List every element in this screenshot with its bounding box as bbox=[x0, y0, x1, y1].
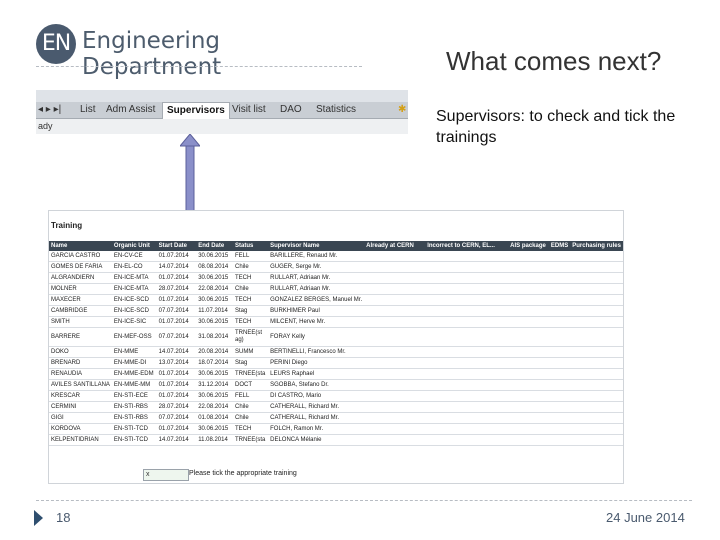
table-cell[interactable] bbox=[570, 306, 623, 317]
table-cell[interactable]: KRESCAR bbox=[49, 391, 112, 402]
table-cell[interactable] bbox=[425, 435, 508, 446]
table-cell[interactable]: CATHERALL, Richard Mr. bbox=[268, 413, 364, 424]
table-row bbox=[49, 369, 623, 380]
table-cell[interactable]: 30.06.2015 bbox=[196, 369, 233, 380]
table-cell[interactable] bbox=[508, 424, 549, 435]
table-cell[interactable] bbox=[570, 424, 623, 435]
tab-supervisors[interactable]: Supervisors bbox=[162, 102, 230, 120]
slide-marker-icon bbox=[34, 510, 43, 526]
table-cell[interactable] bbox=[508, 273, 549, 284]
table-cell[interactable] bbox=[364, 273, 425, 284]
table-cell[interactable] bbox=[549, 317, 570, 328]
table-cell[interactable]: EN-STI-TCD bbox=[112, 424, 157, 435]
table-cell[interactable]: TRNEE(sta bbox=[233, 435, 268, 446]
tick-input-cell[interactable]: x bbox=[143, 469, 189, 481]
table-cell[interactable]: GIGI bbox=[49, 413, 112, 424]
table-cell[interactable] bbox=[549, 424, 570, 435]
table-cell[interactable]: DI CASTRO, Mario bbox=[268, 391, 364, 402]
column-header[interactable]: Start Date bbox=[157, 241, 197, 251]
table-cell[interactable] bbox=[570, 328, 623, 347]
table-cell[interactable]: TECH bbox=[233, 424, 268, 435]
column-header[interactable]: Status bbox=[233, 241, 268, 251]
table-cell[interactable]: 30.06.2015 bbox=[196, 317, 233, 328]
tab-adm-assist[interactable]: Adm Assist bbox=[106, 104, 156, 115]
column-header[interactable]: Already at CERN bbox=[364, 241, 425, 251]
table-cell[interactable]: GARCIA CASTRO bbox=[49, 251, 112, 262]
table-cell[interactable] bbox=[425, 317, 508, 328]
table-cell[interactable]: EN-MME-DI bbox=[112, 358, 157, 369]
table-row bbox=[49, 273, 623, 284]
table-cell[interactable] bbox=[364, 391, 425, 402]
table-cell[interactable]: 30.06.2015 bbox=[196, 424, 233, 435]
table-cell[interactable] bbox=[425, 273, 508, 284]
slide-body-text: Supervisors: to check and tick the trainings bbox=[436, 108, 676, 146]
table-cell[interactable]: 01.07.2014 bbox=[157, 273, 197, 284]
tab-dao[interactable]: DAO bbox=[280, 104, 302, 115]
table-row bbox=[49, 284, 623, 295]
table-cell[interactable]: BARILLERE, Renaud Mr. bbox=[268, 251, 364, 262]
table-cell[interactable]: BARRERE bbox=[49, 328, 112, 347]
table-cell[interactable]: 31.08.2014 bbox=[196, 328, 233, 347]
slide-date: 24 June 2014 bbox=[606, 510, 685, 525]
table-cell[interactable] bbox=[508, 251, 549, 262]
table-cell[interactable]: 13.07.2014 bbox=[157, 358, 197, 369]
table-cell[interactable] bbox=[570, 358, 623, 369]
table-cell[interactable]: 30.06.2015 bbox=[196, 295, 233, 306]
table-cell[interactable]: Stag bbox=[233, 306, 268, 317]
table-cell[interactable]: 01.07.2014 bbox=[157, 295, 197, 306]
table-cell[interactable]: Chile bbox=[233, 262, 268, 273]
table-row bbox=[49, 424, 623, 435]
table-cell[interactable]: Chile bbox=[233, 284, 268, 295]
table-cell[interactable] bbox=[570, 347, 623, 358]
table-cell[interactable] bbox=[508, 358, 549, 369]
column-header[interactable]: Name bbox=[49, 241, 112, 251]
table-cell[interactable]: 22.08.2014 bbox=[196, 402, 233, 413]
table-cell[interactable]: KORDOVA bbox=[49, 424, 112, 435]
table-cell[interactable]: SGOBBA, Stefano Dr. bbox=[268, 380, 364, 391]
table-cell[interactable]: 14.07.2014 bbox=[157, 347, 197, 358]
table-row bbox=[49, 262, 623, 273]
table-cell[interactable] bbox=[549, 295, 570, 306]
table-row bbox=[49, 391, 623, 402]
table-cell[interactable] bbox=[508, 413, 549, 424]
table-cell[interactable] bbox=[425, 284, 508, 295]
table-cell[interactable] bbox=[508, 402, 549, 413]
table-cell[interactable] bbox=[364, 306, 425, 317]
table-row bbox=[49, 435, 623, 446]
table-cell[interactable]: RULLART, Adriaan Mr. bbox=[268, 284, 364, 295]
table-cell[interactable]: GOMES DE FARIA bbox=[49, 262, 112, 273]
table-cell[interactable] bbox=[364, 380, 425, 391]
table-cell[interactable] bbox=[364, 402, 425, 413]
table-row bbox=[49, 295, 623, 306]
table-cell[interactable] bbox=[549, 347, 570, 358]
table-cell[interactable] bbox=[364, 262, 425, 273]
table-cell[interactable]: DOCT bbox=[233, 380, 268, 391]
table-cell[interactable] bbox=[425, 251, 508, 262]
table-cell[interactable] bbox=[364, 347, 425, 358]
table-cell[interactable] bbox=[364, 295, 425, 306]
table-cell[interactable]: GONZALEZ BERGES, Manuel Mr. bbox=[268, 295, 364, 306]
table-cell[interactable] bbox=[364, 251, 425, 262]
table-cell[interactable]: EN-STI-RBS bbox=[112, 402, 157, 413]
table-cell[interactable]: Chile bbox=[233, 402, 268, 413]
status-bar-text: ady bbox=[36, 119, 408, 134]
column-header[interactable]: Supervisor Name bbox=[268, 241, 364, 251]
table-cell[interactable] bbox=[425, 424, 508, 435]
table-cell[interactable]: 01.07.2014 bbox=[157, 380, 197, 391]
table-cell[interactable]: 30.06.2015 bbox=[196, 251, 233, 262]
table-cell[interactable] bbox=[508, 391, 549, 402]
spreadsheet-tab-bar bbox=[36, 90, 408, 134]
table-row bbox=[49, 328, 623, 347]
table-cell[interactable]: EN-CV-CE bbox=[112, 251, 157, 262]
table-cell[interactable]: KELPENTIDRIAN bbox=[49, 435, 112, 446]
table-cell[interactable]: TECH bbox=[233, 295, 268, 306]
table-cell[interactable]: BERTINELLI, Francesco Mr. bbox=[268, 347, 364, 358]
table-cell[interactable] bbox=[570, 369, 623, 380]
table-cell[interactable] bbox=[508, 295, 549, 306]
table-cell[interactable]: EN-STI-ECE bbox=[112, 391, 157, 402]
table-cell[interactable]: SMITH bbox=[49, 317, 112, 328]
table-cell[interactable]: EN-ICE-SIC bbox=[112, 317, 157, 328]
table-cell[interactable]: 07.07.2014 bbox=[157, 328, 197, 347]
table-cell[interactable]: PERINI Diego bbox=[268, 358, 364, 369]
table-row bbox=[49, 402, 623, 413]
table-cell[interactable]: Stag bbox=[233, 358, 268, 369]
table-cell[interactable]: 30.06.2015 bbox=[196, 273, 233, 284]
table-cell[interactable] bbox=[570, 391, 623, 402]
table-cell[interactable] bbox=[425, 391, 508, 402]
tab-visit-list[interactable]: Visit list bbox=[232, 104, 266, 115]
tab-statistics[interactable]: Statistics bbox=[316, 104, 357, 115]
new-sheet-icon[interactable]: ✱ bbox=[398, 104, 407, 115]
table-cell[interactable]: TECH bbox=[233, 273, 268, 284]
table-row bbox=[49, 347, 623, 358]
table-cell[interactable] bbox=[570, 380, 623, 391]
table-cell[interactable] bbox=[425, 369, 508, 380]
table-cell[interactable] bbox=[570, 262, 623, 273]
table-cell[interactable]: AVILES SANTILLANA bbox=[49, 380, 112, 391]
table-cell[interactable]: EN-ICE-MTA bbox=[112, 284, 157, 295]
table-cell[interactable]: MOLNER bbox=[49, 284, 112, 295]
table-cell[interactable] bbox=[425, 413, 508, 424]
table-cell[interactable]: MAXECER bbox=[49, 295, 112, 306]
pointer-arrow-icon bbox=[180, 134, 200, 214]
table-cell[interactable]: CAMBRIDGE bbox=[49, 306, 112, 317]
table-cell[interactable]: EN-ICE-SCD bbox=[112, 306, 157, 317]
table-cell[interactable]: EN-STI-RBS bbox=[112, 413, 157, 424]
table-cell[interactable] bbox=[508, 284, 549, 295]
table-cell[interactable] bbox=[508, 317, 549, 328]
table-cell[interactable] bbox=[549, 251, 570, 262]
table-body bbox=[49, 251, 623, 446]
table-cell[interactable] bbox=[508, 369, 549, 380]
table-cell[interactable]: GUGER, Serge Mr. bbox=[268, 262, 364, 273]
table-cell[interactable] bbox=[570, 317, 623, 328]
table-cell[interactable]: FOLCH, Ramon Mr. bbox=[268, 424, 364, 435]
table-cell[interactable] bbox=[570, 295, 623, 306]
table-row bbox=[49, 413, 623, 424]
table-cell[interactable] bbox=[425, 358, 508, 369]
table-cell[interactable]: 28.07.2014 bbox=[157, 402, 197, 413]
table-row bbox=[49, 358, 623, 369]
training-table bbox=[49, 241, 623, 446]
table-cell[interactable] bbox=[570, 251, 623, 262]
table-cell[interactable] bbox=[549, 284, 570, 295]
table-cell[interactable] bbox=[425, 347, 508, 358]
table-cell[interactable]: 11.08.2014 bbox=[196, 435, 233, 446]
table-cell[interactable]: 30.06.2015 bbox=[196, 391, 233, 402]
table-cell[interactable] bbox=[508, 347, 549, 358]
table-cell[interactable] bbox=[549, 358, 570, 369]
table-cell[interactable]: EN-STI-TCD bbox=[112, 435, 157, 446]
column-header[interactable]: End Date bbox=[196, 241, 233, 251]
table-cell[interactable]: BRENARD bbox=[49, 358, 112, 369]
table-cell[interactable] bbox=[549, 273, 570, 284]
column-header[interactable]: Organic Unit bbox=[112, 241, 157, 251]
table-cell[interactable] bbox=[364, 424, 425, 435]
column-header[interactable]: EDMS bbox=[550, 243, 569, 249]
table-cell[interactable]: Chile bbox=[233, 413, 268, 424]
table-cell[interactable]: EN-MME-EDM bbox=[112, 369, 157, 380]
table-cell[interactable] bbox=[570, 435, 623, 446]
table-cell[interactable]: 01.08.2014 bbox=[196, 413, 233, 424]
table-cell[interactable]: EN-MME-MM bbox=[112, 380, 157, 391]
table-cell[interactable]: EN-MEF-OSS bbox=[112, 328, 157, 347]
table-cell[interactable]: FELL bbox=[233, 251, 268, 262]
table-cell[interactable] bbox=[425, 328, 508, 347]
table-cell[interactable] bbox=[425, 295, 508, 306]
table-row bbox=[49, 306, 623, 317]
table-header-row bbox=[49, 241, 623, 251]
table-cell[interactable]: 01.07.2014 bbox=[157, 251, 197, 262]
table-cell[interactable] bbox=[570, 273, 623, 284]
column-header[interactable]: AIS package bbox=[508, 241, 549, 251]
footer-divider bbox=[36, 500, 692, 501]
table-row bbox=[49, 317, 623, 328]
table-cell[interactable]: 20.08.2014 bbox=[196, 347, 233, 358]
table-cell[interactable]: TRNEE(sta bbox=[233, 369, 268, 380]
table-cell[interactable] bbox=[549, 262, 570, 273]
table-cell[interactable] bbox=[549, 369, 570, 380]
table-cell[interactable] bbox=[364, 284, 425, 295]
table-cell[interactable]: 31.12.2014 bbox=[196, 380, 233, 391]
table-cell[interactable]: MILCENT, Herve Mr. bbox=[268, 317, 364, 328]
table-cell[interactable]: 07.07.2014 bbox=[157, 413, 197, 424]
table-cell[interactable]: LEURS Raphael bbox=[268, 369, 364, 380]
table-cell[interactable] bbox=[549, 413, 570, 424]
table-cell[interactable] bbox=[570, 402, 623, 413]
table-cell[interactable]: TECH bbox=[233, 317, 268, 328]
table-cell[interactable]: 22.08.2014 bbox=[196, 284, 233, 295]
department-logo bbox=[36, 22, 366, 80]
table-cell[interactable]: 11.07.2014 bbox=[196, 306, 233, 317]
table-cell[interactable] bbox=[549, 402, 570, 413]
table-cell[interactable] bbox=[570, 413, 623, 424]
table-cell[interactable]: RULLART, Adriaan Mr. bbox=[268, 273, 364, 284]
table-cell[interactable]: FORAY Kelly bbox=[268, 328, 364, 347]
table-cell[interactable]: 01.07.2014 bbox=[157, 317, 197, 328]
table-cell[interactable] bbox=[549, 328, 570, 347]
table-cell[interactable] bbox=[549, 435, 570, 446]
logo-circle: EN bbox=[36, 24, 76, 64]
tab-nav-buttons[interactable]: ◂ ▸ ▸| bbox=[38, 104, 62, 115]
table-row bbox=[49, 380, 623, 391]
table-cell[interactable] bbox=[425, 262, 508, 273]
table-cell[interactable] bbox=[364, 328, 425, 347]
table-cell[interactable]: 08.08.2014 bbox=[196, 262, 233, 273]
table-cell[interactable]: BURKHIMER Paul bbox=[268, 306, 364, 317]
table-cell[interactable]: TRNEE(st ag) bbox=[233, 328, 268, 347]
table-cell[interactable]: EN-ICE-SCD bbox=[112, 295, 157, 306]
table-cell[interactable]: SUMM bbox=[233, 347, 268, 358]
table-cell[interactable]: EN-ICE-MTA bbox=[112, 273, 157, 284]
table-cell[interactable]: 18.07.2014 bbox=[196, 358, 233, 369]
sheet-title: Training bbox=[51, 221, 83, 230]
table-cell[interactable]: DELONCA Mélanie bbox=[268, 435, 364, 446]
table-cell[interactable] bbox=[549, 380, 570, 391]
table-cell[interactable] bbox=[549, 391, 570, 402]
slide-title: What comes next? bbox=[446, 46, 662, 76]
tab-list[interactable]: List bbox=[80, 104, 96, 115]
table-cell[interactable]: EN-MME bbox=[112, 347, 157, 358]
table-cell[interactable]: 14.07.2014 bbox=[157, 262, 197, 273]
table-cell[interactable]: FELL bbox=[233, 391, 268, 402]
table-cell[interactable]: CERMINI bbox=[49, 402, 112, 413]
column-header[interactable]: Purchasing rules bbox=[570, 241, 623, 251]
table-cell[interactable] bbox=[508, 435, 549, 446]
table-cell[interactable]: 28.07.2014 bbox=[157, 284, 197, 295]
table-cell[interactable]: RENAUDIA bbox=[49, 369, 112, 380]
tick-instruction: Please tick the appropriate training bbox=[189, 470, 297, 477]
table-cell[interactable] bbox=[364, 317, 425, 328]
table-cell[interactable] bbox=[364, 435, 425, 446]
table-cell[interactable] bbox=[508, 262, 549, 273]
table-cell[interactable]: 01.07.2014 bbox=[157, 424, 197, 435]
logo-text: Engineering Department bbox=[82, 28, 222, 80]
header-divider bbox=[36, 66, 362, 67]
table-cell[interactable]: CATHERALL, Richard Mr. bbox=[268, 402, 364, 413]
training-sheet bbox=[48, 210, 624, 484]
table-cell[interactable]: 14.07.2014 bbox=[157, 435, 197, 446]
table-cell[interactable] bbox=[508, 328, 549, 347]
table-cell[interactable] bbox=[425, 402, 508, 413]
table-cell[interactable] bbox=[364, 369, 425, 380]
table-cell[interactable]: ALGRANDIERN bbox=[49, 273, 112, 284]
table-cell[interactable] bbox=[364, 358, 425, 369]
column-header[interactable]: Incorrect to CERN, EL... bbox=[425, 241, 508, 251]
table-cell[interactable]: 01.07.2014 bbox=[157, 369, 197, 380]
table-cell[interactable]: EN-EL-CO bbox=[112, 262, 157, 273]
table-cell[interactable]: 01.07.2014 bbox=[157, 391, 197, 402]
table-cell[interactable] bbox=[570, 284, 623, 295]
table-cell[interactable] bbox=[425, 306, 508, 317]
table-cell[interactable]: DOKO bbox=[49, 347, 112, 358]
table-cell[interactable] bbox=[549, 306, 570, 317]
table-cell[interactable] bbox=[508, 380, 549, 391]
table-cell[interactable] bbox=[425, 380, 508, 391]
table-cell[interactable] bbox=[508, 306, 549, 317]
table-cell[interactable] bbox=[364, 413, 425, 424]
table-cell[interactable]: 07.07.2014 bbox=[157, 306, 197, 317]
page-number: 18 bbox=[56, 510, 71, 525]
table-row bbox=[49, 251, 623, 262]
